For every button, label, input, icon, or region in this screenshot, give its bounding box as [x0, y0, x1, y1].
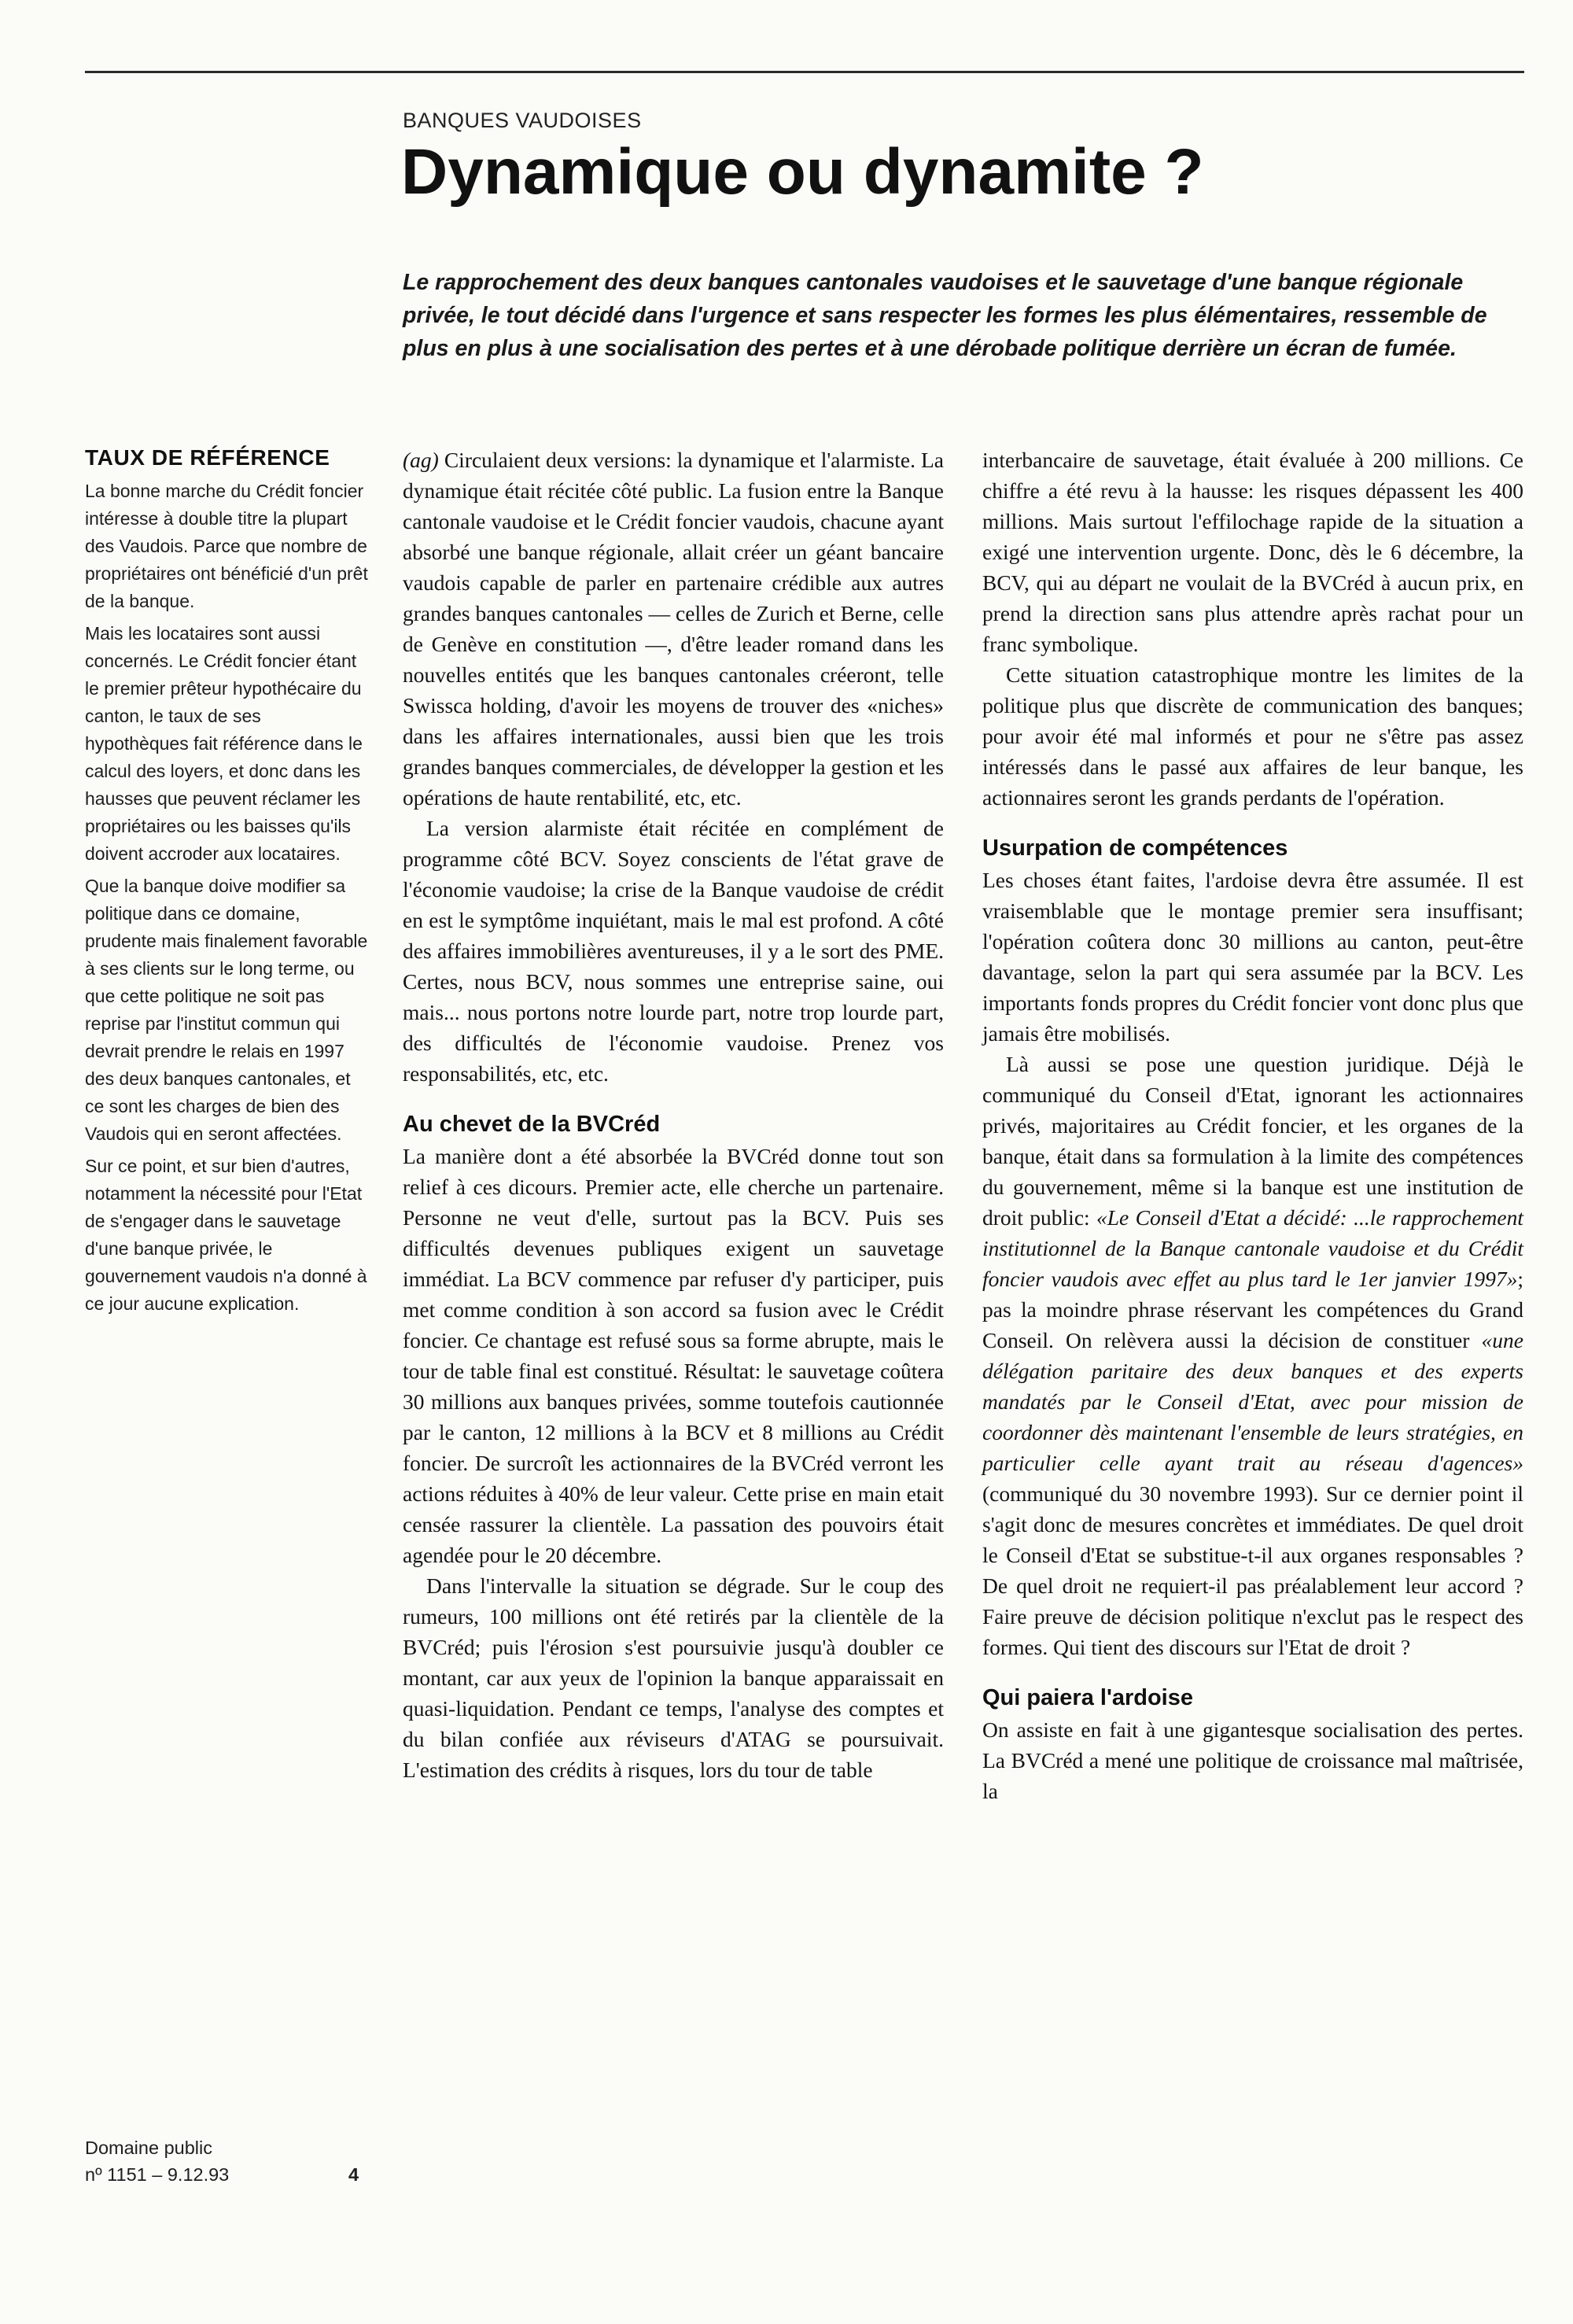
sidebar-paragraph: La bonne marche du Crédit foncier intéresse à double titre la plupart des Vaudois. Parce que nombre de propriétaires ont bénéficié d'un prêt de la banque.	[85, 481, 368, 611]
sidebar-heading: TAUX DE RÉFÉRENCE	[85, 445, 330, 470]
sidebar-paragraph: Mais les locataires sont aussi concernés. Le Crédit foncier étant le premier prêteur hypothécaire du canton, le taux de ses hypothèques fait référence dans le calcul des loyers, et donc dans les hausses que peuvent réclamer les propriétaires ou les baisses qu'ils doivent accroder aux locataires.	[85, 623, 363, 864]
issue-number: nº 1151 – 9.12.93	[85, 2164, 230, 2185]
sidebar-box	[85, 445, 368, 1322]
paragraph-text: Circulaient deux versions: la dynamique et l'alarmiste. La dynamique était récitée côté public. La fusion entre la Banque cantonale vaudoise et le Crédit foncier vaudois, chacune ayant absorbé une banque régionale, allait créer un géant bancaire vaudois capable de parler en partenaire crédible aux autres grandes banques cantonales — celles de Zurich et Berne, celle de Genève en constitution —, d'être leader romand dans les nouvelles entités que les banques cantonales créeront, telle Swissca holding, d'avoir les moyens de trouver des «niches» dans les affaires internationales, aussi bien que les trois grandes banques commerciales, de développer la gestion et les opérations de haute rentabilité, etc, etc.	[403, 448, 945, 810]
quoted-text: «une délégation paritaire des deux banques et des experts mandatés par le Conseil d'Etat, avec pour mission de coordonner dès maintenant l'ensemble de leurs stratégies, en particulier celle ayant trait au réseau d'agences»	[982, 1328, 1523, 1475]
article-paragraph: Dans l'intervalle la situation se dégrade. Sur le coup des rumeurs, 100 millions ont été retirés par la clientèle de la BVCréd; puis l'érosion s'est poursuivie jusqu'à doubler ce montant, car aux yeux de l'opinion la banque apparaissait en quasi-liquidation. Pendant ce temps, l'analyse des comptes et du bilan confiée aux réviseurs d'ATAG se poursuivait. L'estimation des crédits à risques, lors du tour de table	[403, 1573, 944, 1782]
page-number: 4	[348, 2164, 359, 2185]
paragraph-text: (communiqué du 30 novembre 1993). Sur ce dernier point il s'agit donc de mesures concrètes et immédiates. De quel droit le Conseil d'Etat se substitue-t-il aux organes responsables ? De quel droit ne requiert-il pas préalablement leur accord ? Faire preuve de décision politique n'exclut pas le respect des formes. Qui tient des discours sur l'Etat de droit ?	[982, 1481, 1523, 1659]
article-paragraph: On assiste en fait à une gigantesque socialisation des pertes. La BVCréd a mené une politique de croissance mal maîtrisée, la	[982, 1717, 1523, 1803]
sidebar-paragraph: Que la banque doive modifier sa politique dans ce domaine, prudente mais finalement favorable à ses clients sur le long terme, ou que cette politique ne soit pas reprise par l'institut commun qui devrait prendre le relais en 1997 des deux banques cantonales, et ce sont les charges de bien des Vaudois qui en seront affectées.	[85, 876, 368, 1144]
article-paragraph: Les choses étant faites, l'ardoise devra être assumée. Il est vraisemblable que le montage premier sera insuffisant; l'opération coûtera donc 30 millions au canton, peut-être davantage, selon la part qui sera assumée par la BCV. Les importants fonds propres du Crédit foncier vont donc plus que jamais être mobilisés.	[982, 868, 1523, 1046]
top-rule	[85, 71, 1524, 73]
article-title: Dynamique ou dynamite ?	[401, 136, 1204, 208]
sidebar-paragraph: Sur ce point, et sur bien d'autres, notamment la nécessité pour l'Etat de s'engager dans le sauvetage d'une banque privée, le gouvernement vaudois n'a donné à ce jour aucune explication.	[85, 1156, 367, 1314]
paragraph-text: Là aussi se pose une question juridique. Déjà le communiqué du Conseil d'Etat, ignorant les actionnaires privés, majoritaires au Crédit foncier, et les organes de la banque, était dans sa formulation à la limite des compétences du gouvernement, même si la banque est une institution de droit public:	[982, 1052, 1523, 1230]
article-paragraph: La manière dont a été absorbée la BVCréd donne tout son relief à ces dicours. Premier acte, elle cherche un partenaire. Personne ne veut d'elle, surtout pas la BCV. Puis ses difficultés devenues publiques exigent un sauvetage immédiat. La BCV commence par refuser d'y participer, puis met comme condition à son accord sa fusion avec le Crédit foncier. Ce chantage est refusé sous sa forme abrupte, mais le tour de table final est constitué. Résultat: le sauvetage coûtera 30 millions aux banques privées, somme toutefois cautionnée par le canton, 12 millions à la BCV et 8 millions au Crédit foncier. De surcroît les actionnaires de la BVCréd verront les actions réduites à 40% de leur valeur. Cette prise en main etait censée rassurer la clientèle. La passation des pouvoirs était agendée pour le 20 décembre.	[403, 1144, 944, 1567]
paragraph-text: ; pas la moindre phrase réservant les compétences du Grand Conseil. On relèvera aussi la décision de constituer	[982, 1267, 1523, 1352]
section-heading: Usurpation de compétences	[982, 836, 1288, 861]
quoted-text: «Le Conseil d'Etat a décidé: ...le rapprochement institutionnel de la Banque cantonale vaudoise et du Crédit foncier vaudois avec effet au plus tard le 1er janvier 1997»	[982, 1205, 1523, 1291]
article-paragraph: Cette situation catastrophique montre les limites de la politique plus que discrète de communication des banques; pour avoir été mal informés et pour ne s'être pas assez intéressés dans le passé aux affaires de leur banque, les actionnaires seront les grands perdants de l'opération.	[982, 662, 1523, 810]
page-footer	[85, 2134, 384, 2188]
section-heading: Qui paiera l'ardoise	[982, 1685, 1193, 1710]
section-heading: Au chevet de la BVCréd	[403, 1112, 661, 1137]
publication-name: Domaine public	[85, 2138, 212, 2158]
article-lead: Le rapprochement des deux banques cantonales vaudoises et le sauvetage d'une banque régionale privée, le tout décidé dans l'urgence et sans respecter les formes les plus élémentaires, ressemble de plus en plus à une socialisation des pertes et à une dérobade politique derrière un écran de fumée.	[403, 270, 1487, 361]
article-paragraph: interbancaire de sauvetage, était évaluée à 200 millions. Ce chiffre a été revu à la hausse: les risques dépassent les 400 millions. Mais surtout l'effilochage rapide de la situation a exigé une intervention urgente. Donc, dès le 6 décembre, la BCV, qui au départ ne voulait de la BVCréd à aucun prix, en prend la direction sans plus attendre après rachat pour un franc symbolique.	[982, 448, 1523, 656]
article-column-2	[982, 445, 1523, 2175]
article-paragraph	[403, 445, 944, 813]
article-paragraph: La version alarmiste était récitée en complément de programme côté BCV. Soyez conscients de l'état grave de l'économie vaudoise; la crise de la Banque vaudoise de crédit en est le symptôme inquiétant, mais le mal est profond. A côté des affaires immobilières aventureuses, il y a le sort des PME. Certes, nous BCV, nous sommes une entreprise saine, oui mais... nous portons notre lourde part, notre trop lourde part, des difficultés de l'économie vaudoise. Prenez vos responsabilités, etc, etc.	[403, 816, 944, 1086]
section-kicker: BANQUES VAUDOISES	[403, 109, 642, 132]
article-column-1	[403, 445, 944, 2175]
article-paragraph	[982, 1049, 1523, 1662]
author-initials: (ag)	[403, 448, 439, 472]
